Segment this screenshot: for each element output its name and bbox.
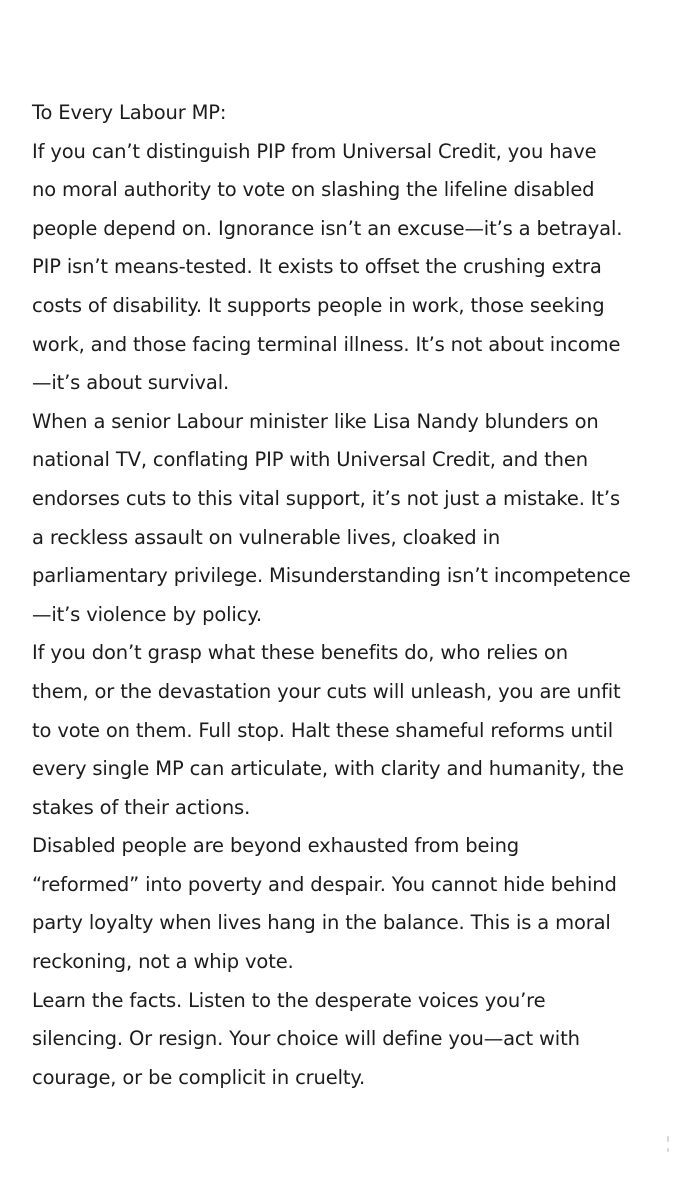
letter-line: stakes of their actions. [32,795,251,819]
scroll-edge-mark [667,1136,669,1142]
letter-line: a reckless assault on vulnerable lives, cloaked in [32,525,501,549]
scroll-edge-mark [667,1148,669,1152]
letter-line: If you can’t distinguish PIP from Universal Credit, you have [32,139,597,163]
letter-line: parliamentary privilege. Misunderstanding isn’t incompetence [32,564,631,588]
letter-line: work, and those facing terminal illness. It’s not about income [32,332,621,356]
letter-line: to vote on them. Full stop. Halt these shameful reforms until [32,718,614,742]
letter-line: If you don’t grasp what these benefits do, who relies on [32,641,568,665]
letter-line: Disabled people are beyond exhausted from being [32,834,520,858]
letter-line: people depend on. Ignorance isn’t an excuse—it’s a betrayal. [32,216,623,240]
letter-line: “reformed” into poverty and despair. You cannot hide behind [32,872,617,896]
letter-line: costs of disability. It supports people in work, those seeking [32,293,605,317]
letter-line: every single MP can articulate, with clarity and humanity, the [32,757,624,781]
letter-line: national TV, conflating PIP with Universal Credit, and then [32,448,588,472]
letter-line: endorses cuts to this vital support, it’s not just a mistake. It’s [32,486,620,510]
letter-line: courage, or be complicit in cruelty. [32,1065,366,1089]
letter-line: Learn the facts. Listen to the desperate voices you’re [32,988,546,1012]
letter-line: —it’s about survival. [32,371,230,395]
letter-line: them, or the devastation your cuts will unleash, you are unfit [32,679,621,703]
letter-line: —it’s violence by policy. [32,602,262,626]
letter-line: silencing. Or resign. Your choice will define you—act with [32,1027,580,1051]
open-letter-body [32,94,657,1097]
letter-line: PIP isn’t means-tested. It exists to offset the crushing extra [32,255,602,279]
letter-line: no moral authority to vote on slashing the lifeline disabled [32,178,595,202]
letter-line: When a senior Labour minister like Lisa Nandy blunders on [32,409,599,433]
letter-salutation: To Every Labour MP: [32,101,227,124]
letter-line: reckoning, not a whip vote. [32,950,294,974]
letter-line: party loyalty when lives hang in the balance. This is a moral [32,911,611,935]
